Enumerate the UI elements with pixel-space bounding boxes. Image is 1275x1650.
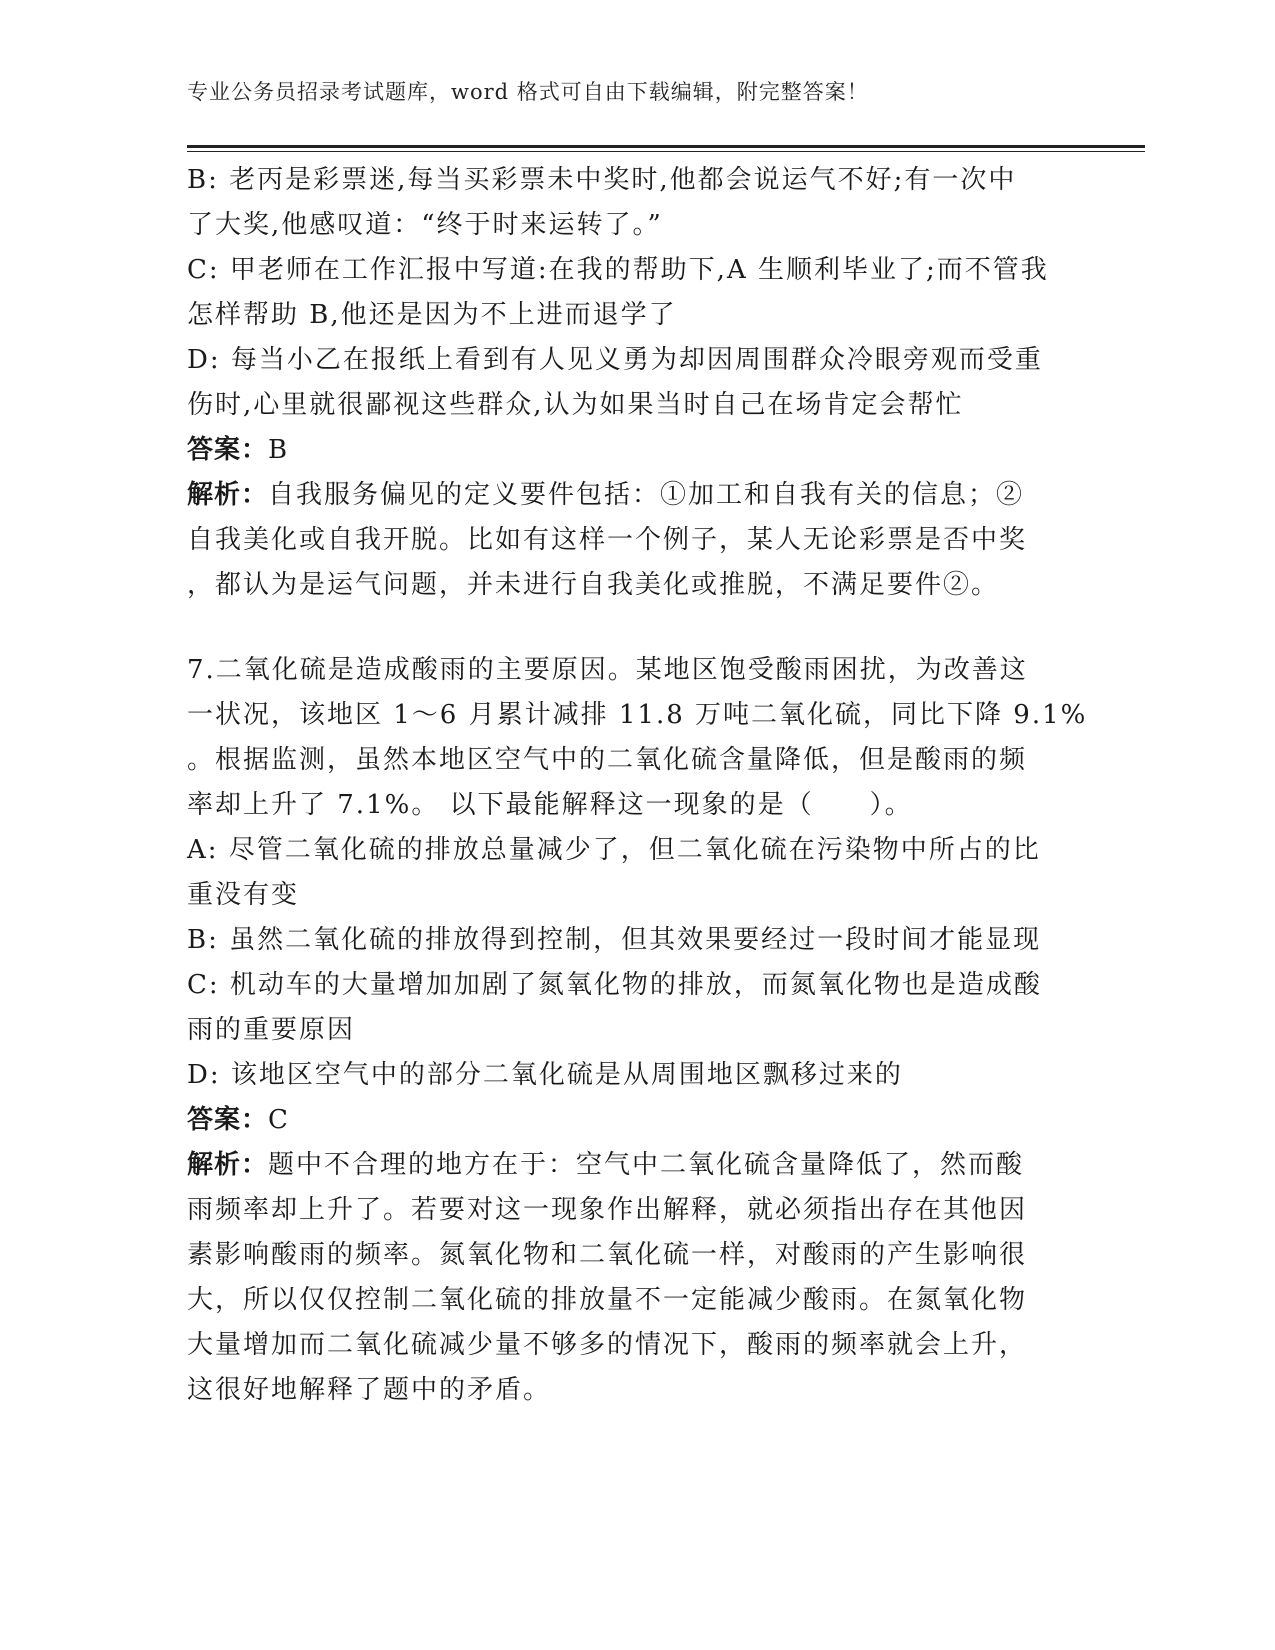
q6-analysis-line-1 <box>187 473 1087 518</box>
q7-option-d <box>187 1053 1087 1098</box>
question-7 <box>187 648 1087 1413</box>
q7-answer-value: C <box>268 1105 290 1135</box>
q6-option-d <box>187 338 1087 428</box>
q7-analysis-line-3: 素影响酸雨的频率。氮氧化物和二氧化硫一样，对酸雨的产生影响很 <box>187 1240 1028 1270</box>
q7-stem-line-3: 。根据监测，虽然本地区空气中的二氧化硫含量降低，但是酸雨的频 <box>187 745 1028 775</box>
q6-option-d-line-1: D: 每当小乙在报纸上看到有人见义勇为却因周围群众冷眼旁观而受重 <box>187 345 1043 375</box>
header-rule-thin <box>187 151 1145 152</box>
page-header: 专业公务员招录考试题库，word 格式可自由下载编辑，附完整答案！ <box>187 80 869 104</box>
q6-option-d-line-2: 伤时,心里就很鄙视这些群众,认为如果当时自己在场肯定会帮忙 <box>187 390 964 420</box>
q7-analysis-line-5: 大量增加而二氧化硫减少量不够多的情况下，酸雨的频率就会上升， <box>187 1330 1028 1360</box>
question-spacer <box>187 608 1087 648</box>
q6-analysis-label: 解析： <box>187 480 269 510</box>
q7-analysis-line-4: 大，所以仅仅控制二氧化硫的排放量不一定能减少酸雨。在氮氧化物 <box>187 1285 1028 1315</box>
q6-option-c-line-2: 怎样帮助 B,他还是因为不上进而退学了 <box>187 300 677 330</box>
q7-option-d-line-1: D: 该地区空气中的部分二氧化硫是从周围地区飘移过来的 <box>187 1060 903 1090</box>
q7-stem-line-1: 7.二氧化硫是造成酸雨的主要原因。某地区饱受酸雨困扰，为改善这 <box>187 655 1028 685</box>
q7-option-a-line-1: A: 尽管二氧化硫的排放总量减少了，但二氧化硫在污染物中所占的比 <box>187 835 1041 865</box>
q6-analysis <box>187 473 1087 608</box>
q7-option-b <box>187 918 1087 963</box>
q7-option-c <box>187 963 1087 1053</box>
q6-option-b <box>187 158 1087 248</box>
q6-answer-label: 答案： <box>187 435 269 465</box>
q7-option-a-line-2: 重没有变 <box>187 880 300 910</box>
q7-option-c-line-2: 雨的重要原因 <box>187 1015 356 1045</box>
header-rule-thick <box>187 145 1145 148</box>
q7-analysis-line-2: 雨频率却上升了。若要对这一现象作出解释，就必须指出存在其他因 <box>187 1195 1028 1225</box>
q7-analysis-line-1 <box>187 1143 1087 1188</box>
q6-option-c-line-1: C: 甲老师在工作汇报中写道:在我的帮助下,A 生顺利毕业了;而不管我 <box>187 255 1049 285</box>
q7-stem <box>187 648 1087 828</box>
q7-answer <box>187 1098 1087 1143</box>
q7-option-c-line-1: C: 机动车的大量增加加剧了氮氧化物的排放，而氮氧化物也是造成酸 <box>187 970 1042 1000</box>
q7-option-a <box>187 828 1087 918</box>
q7-analysis <box>187 1143 1087 1413</box>
q7-stem-line-2: 一状况，该地区 1～6 月累计减排 11.8 万吨二氧化硫，同比下降 9.1% <box>187 700 1088 730</box>
q7-analysis-line-6: 这很好地解释了题中的矛盾。 <box>187 1375 552 1405</box>
q6-answer <box>187 428 1087 473</box>
q7-analysis-text-1: 题中不合理的地方在于：空气中二氧化硫含量降低了，然而酸 <box>268 1150 1025 1180</box>
q6-answer-value: B <box>268 435 290 465</box>
q7-analysis-label: 解析： <box>187 1150 269 1180</box>
q7-option-b-line-1: B: 虽然二氧化硫的排放得到控制，但其效果要经过一段时间才能显现 <box>187 925 1042 955</box>
q6-option-b-line-1: B: 老丙是彩票迷,每当买彩票未中奖时,他都会说运气不好;有一次中 <box>187 165 1017 195</box>
question-6-fragment <box>187 158 1087 608</box>
q7-stem-line-4: 率却上升了 7.1%。 以下最能解释这一现象的是（ ）。 <box>187 790 913 820</box>
q6-analysis-line-3: ，都认为是运气问题，并未进行自我美化或推脱，不满足要件②。 <box>187 570 1000 600</box>
page-content <box>187 158 1087 1413</box>
q6-option-b-line-2: 了大奖,他感叹道：“终于时来运转了。” <box>187 210 663 240</box>
q6-option-c <box>187 248 1087 338</box>
q6-analysis-line-2: 自我美化或自我开脱。比如有这样一个例子，某人无论彩票是否中奖 <box>187 525 1028 555</box>
q6-analysis-text-1: 自我服务偏见的定义要件包括：①加工和自我有关的信息；② <box>268 480 1025 510</box>
q7-answer-label: 答案： <box>187 1105 269 1135</box>
